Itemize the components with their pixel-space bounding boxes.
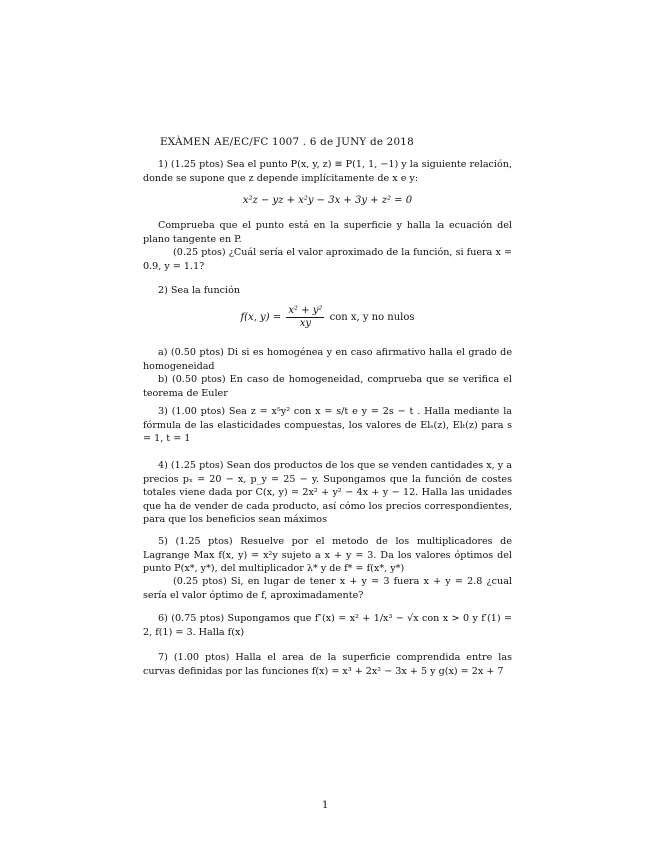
question-4: 4) (1.25 ptos) Sean dos productos de los que se venden cantidades x, y a precios pₓ = 20 − x, p_y = 25 − y. Supongamos que la función de costes totales viene dada por C(x, y) = 2x² + y² − 4x + y − 12. Halla las unidades que ha de vender de cada producto, así cómo los precios correspondientes, para que los beneficios sean máximos <box>143 460 512 526</box>
question-2-part-a: a) (0.50 ptos) Di si es homogénea y en caso afirmativo halla el grado de homogeneidad <box>143 347 512 372</box>
question-5: 5) (1.25 ptos) Resuelve por el metodo de los multiplicadores de Lagrange Max f(x, y) = x²y sujeto a x + y = 3. Da los valores óptimos del punto P(x*, y*), del multiplicador λ* y de f* = f(x*, y*) <box>143 536 512 575</box>
question-1-part-2: (0.25 ptos) ¿Cuál sería el valor aproximado de la función, si fuera x = 0.9, y = 1.1? <box>143 247 512 272</box>
question-2-part-b: b) (0.50 ptos) En caso de homogeneidad, comprueba que se verifica el teorema de Euler <box>143 374 512 399</box>
question-1-intro: 1) (1.25 ptos) Sea el punto P(x, y, z) ≡ P(1, 1, −1) y la siguiente relación, donde se supone que z depende implícitamente de x e y: <box>143 159 512 184</box>
question-1-task: Comprueba que el punto está en la superficie y halla la ecuación del plano tangente en P. <box>143 220 512 245</box>
function-numerator: x² + y² <box>288 305 323 316</box>
function-fraction <box>286 305 324 330</box>
question-7: 7) (1.00 ptos) Halla el area de la superficie comprendida entre las curvas definidas por las funciones f(x) = x³ + 2x² − 3x + 5 y g(x) = 2x + 7 <box>143 652 512 677</box>
question-5-part-2: (0.25 ptos) Si, en lugar de tener x + y = 3 fuera x + y = 2.8 ¿cual sería el valor óptimo de f, aproximadamente? <box>143 576 512 601</box>
question-1-equation: x²z − yz + x²y − 3x + 3y + z² = 0 <box>242 195 413 206</box>
function-lhs: f(x, y) = <box>240 312 282 323</box>
page-number: 1 <box>322 800 329 811</box>
question-6: 6) (0.75 ptos) Supongamos que f″(x) = x² + 1/x³ − √x con x > 0 y f′(1) = 2, f(1) = 3. Halla f(x) <box>143 613 512 638</box>
question-2-function <box>143 305 512 330</box>
exam-title: EXÀMEN AE/EC/FC 1007 . 6 de JUNY de 2018 <box>160 136 414 148</box>
question-3: 3) (1.00 ptos) Sea z = x⁵y² con x = s/t e y = 2s − t . Halla mediante la fórmula de las elasticidades compuestas, los valores de Elₛ(z), Elₜ(z) para s = 1, t = 1 <box>143 406 512 445</box>
function-denominator: xy <box>299 318 312 329</box>
function-rhs: con x, y no nulos <box>329 312 415 323</box>
question-2-intro: 2) Sea la función <box>158 285 241 296</box>
